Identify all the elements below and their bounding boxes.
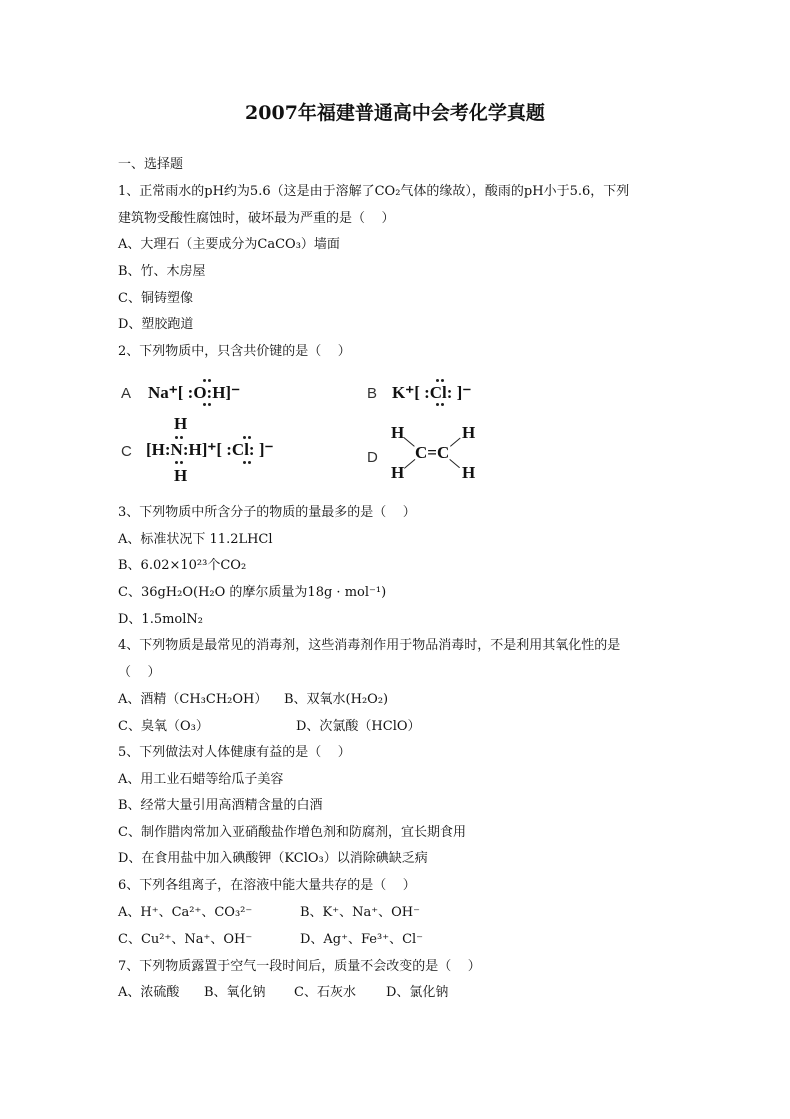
q3-option-a: A、标准状况下 11.2LHCl	[118, 532, 273, 547]
q4-option-d: D、次氯酸（HClO）	[296, 719, 421, 734]
q6-option-a: A、H⁺、Ca²⁺、CO₃²⁻	[118, 905, 253, 920]
q5-option-a: A、用工业石蜡等给瓜子美容	[118, 772, 284, 787]
q1-option-d: D、塑胶跑道	[118, 317, 194, 332]
q7-option-b: B、氧化钠	[204, 985, 266, 1000]
hydrogen-atom: H	[462, 423, 476, 442]
q2-label-a: A	[121, 385, 132, 402]
q2-structure-b: K⁺[ :Cl: ]⁻	[392, 383, 472, 402]
q2-label-c: C	[121, 443, 132, 460]
q4-stem-cont: （ ）	[118, 665, 161, 680]
q4-option-b: B、双氧水(H₂O₂)	[284, 692, 389, 707]
q1-option-a: A、大理石（主要成分为CaCO₃）墙面	[118, 237, 340, 252]
hydrogen-atom: H	[462, 463, 476, 482]
q3-stem: 3、下列物质中所含分子的物质的量最多的是（ ）	[118, 505, 416, 520]
electron-dots	[203, 379, 212, 382]
q7-option-d: D、氯化钠	[386, 985, 449, 1000]
q7-option-a: A、浓硫酸	[118, 985, 180, 1000]
q5-option-c: C、制作腊肉常加入亚硝酸盐作增色剂和防腐剂，宜长期食用	[118, 825, 466, 840]
q3-option-d: D、1.5molN₂	[118, 612, 203, 627]
q2-structure-c: [H:N:H]⁺[ :Cl: ]⁻	[146, 440, 274, 459]
q4-option-c: C、臭氧（O₃）	[118, 719, 209, 734]
q6-option-c: C、Cu²⁺、Na⁺、OH⁻	[118, 932, 253, 947]
bond-line	[449, 459, 460, 468]
q2-label-b: B	[367, 385, 378, 402]
q5-stem: 5、下列做法对人体健康有益的是（ ）	[118, 745, 351, 760]
q4-stem: 4、下列物质是最常见的消毒剂，这些消毒剂作用于物品消毒时，不是利用其氧化性的是	[118, 638, 621, 653]
q3-option-c: C、36gH₂O(H₂O 的摩尔质量为18g · mol⁻¹)	[118, 585, 387, 600]
q6-stem: 6、下列各组离子，在溶液中能大量共存的是（ ）	[118, 878, 416, 893]
q2-structure-a: Na⁺[ :O:H]⁻	[148, 383, 241, 402]
electron-dots	[436, 403, 445, 406]
hydrogen-atom: H	[391, 463, 405, 482]
electron-dots	[203, 403, 212, 406]
electron-dots	[436, 379, 445, 382]
q4-option-a: A、酒精（CH₃CH₂OH）	[118, 692, 268, 707]
q1-option-b: B、竹、木房屋	[118, 264, 206, 279]
q5-option-b: B、经常大量引用高酒精含量的白酒	[118, 798, 323, 813]
hydrogen-atom: H	[174, 414, 188, 433]
electron-dots	[243, 461, 252, 464]
q1-stem-cont: 建筑物受酸性腐蚀时，破坏最为严重的是（ ）	[118, 211, 395, 226]
q5-option-d: D、在食用盐中加入碘酸钾（KClO₃）以消除碘缺乏病	[118, 851, 428, 866]
q1-stem: 1、正常雨水的pH约为5.6（这是由于溶解了CO₂气体的缘故），酸雨的pH小于5.6，下列	[118, 184, 630, 199]
hydrogen-atom: H	[174, 466, 188, 485]
q2-structure-d: C=C	[415, 443, 450, 462]
electron-dots	[175, 436, 184, 439]
hydrogen-atom: H	[391, 423, 405, 442]
electron-dots	[175, 461, 184, 464]
bond-line	[450, 438, 461, 447]
q2-stem: 2、下列物质中，只含共价键的是（ ）	[118, 344, 351, 359]
q1-option-c: C、铜铸塑像	[118, 291, 193, 306]
section-heading: 一、选择题	[118, 157, 184, 172]
bond-line	[404, 459, 415, 469]
electron-dots	[243, 436, 252, 439]
q6-option-d: D、Ag⁺、Fe³⁺、Cl⁻	[300, 932, 424, 947]
q3-option-b: B、6.02×10²³个CO₂	[118, 558, 247, 573]
bond-line	[403, 437, 414, 447]
q2-label-d: D	[367, 449, 378, 466]
q6-option-b: B、K⁺、Na⁺、OH⁻	[300, 905, 420, 920]
q7-option-c: C、石灰水	[294, 985, 356, 1000]
q7-stem: 7、下列物质露置于空气一段时间后，质量不会改变的是（ ）	[118, 959, 481, 974]
page-title: 2007年福建普通高中会考化学真题	[245, 102, 545, 124]
